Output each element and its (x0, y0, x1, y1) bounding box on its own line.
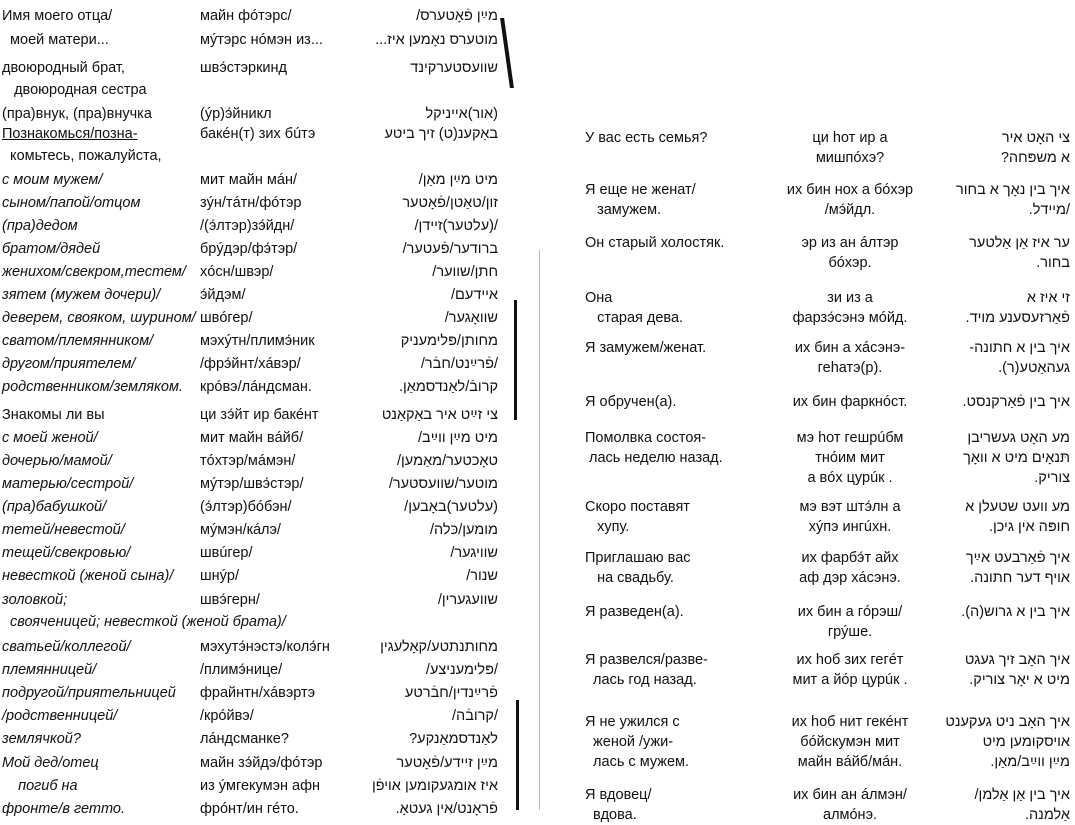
left-row-russian: зятем (мужем дочери)/ (2, 287, 161, 303)
left-row-transliteration: /крóйвэ/ (200, 708, 254, 724)
left-row-yiddish: מוטער/שוועסטער/ (388, 476, 498, 492)
left-row-yiddish: מײַן זיידע/פֿאָטער (396, 755, 498, 771)
left-row-russian: с моим мужем/ (2, 172, 103, 188)
margin-mark-bottom (516, 700, 519, 810)
right-row-transliteration: мэ вэт штэ́лн а хýпэ ингúхн. (799, 499, 901, 535)
left-row-russian: сватьей/коллегой/ (2, 639, 131, 655)
right-row-transliteration: их бин ан áлмэн/ алмóнэ. (793, 787, 907, 823)
left-row-transliteration: (э́лтэр)бóбэн/ (200, 499, 292, 515)
left-row-transliteration: майн зэ́йдэ/фóтэр (200, 755, 323, 771)
left-row-yiddish: לאַנדסמאַנקע? (409, 731, 498, 747)
right-row-yiddish: איך האָב ניט געקענט אויסקומען מיט מײַן ווײַב/מאַן. (945, 714, 1070, 770)
right-row-russian: У вас есть семья? (585, 130, 708, 146)
left-row-yiddish: מחותן/פּלימעניק (400, 333, 498, 349)
right-row-yiddish: זי איז א פֿאַרזעסענע מויד. (965, 290, 1070, 326)
left-row-russian: деверем, свояком, шурином/ (2, 310, 196, 326)
margin-mark-middle (514, 300, 517, 420)
left-row-russian: матерью/сестрой/ (2, 476, 134, 492)
left-row-yiddish: זון/טאַטן/פֿאָטער (402, 195, 498, 211)
left-row-yiddish: מײַן פֿאָטערס/ (416, 8, 498, 24)
left-row-transliteration: швэ́герн/ (200, 592, 260, 608)
left-row-russian: двоюродная сестра (2, 82, 147, 98)
left-row-yiddish: באַקענ(ט) זיך ביטע (384, 126, 498, 142)
right-row-transliteration: их hоб зих гегéт мит а йóр цурúк . (792, 652, 908, 688)
right-row-transliteration: их бин а хáсэнэ- геhатэ(р). (794, 340, 906, 376)
left-row-russian: дочерью/мамой/ (2, 453, 112, 469)
left-row-russian: невесткой (женой сына)/ (2, 568, 174, 584)
left-row-yiddish: שוועגערין/ (437, 592, 498, 608)
left-row-yiddish: איידעם/ (451, 287, 498, 303)
right-row-transliteration: их hоб нит гекéнт бóйскумэн мит майн вáйб/мáн. (791, 714, 909, 770)
left-row-transliteration: швэ́стэркинд (200, 60, 287, 76)
left-row-transliteration: (ýр)э́йникл (200, 106, 272, 122)
right-row-russian: Я развелся/разве- лась год назад. (585, 652, 708, 688)
left-row-russian: свояченицей; невесткой (женой брата)/ (2, 614, 286, 630)
left-row-yiddish: פֿראָנט/אין געטאָ. (395, 801, 498, 817)
left-row-yiddish: /קרובֿה/ (452, 708, 498, 724)
left-row-transliteration: шнýр/ (200, 568, 239, 584)
right-row-transliteration: эр из ан áлтэр бóхэр. (801, 235, 899, 271)
right-row-yiddish: איך בין אַן אַלמן/ אַלמנה. (974, 787, 1070, 823)
left-row-transliteration: /фрэ́йнт/хáвэр/ (200, 356, 301, 372)
left-row-russian: (пра)дедом (2, 218, 78, 234)
right-row-transliteration: мэ hот гешрúбм тнóим мит а вóх цурúк . (796, 430, 904, 486)
left-row-transliteration: тóхтэр/мáмэн/ (200, 453, 296, 469)
left-row-transliteration: /плимэ́нице/ (200, 662, 283, 678)
right-row-yiddish: איך פֿאַרבעט אײַך אויף דער חתונה. (965, 550, 1070, 586)
left-row-russian: родственником/земляком. (2, 379, 183, 395)
left-row-yiddish: /פֿרײַנט/חבֿר/ (420, 356, 498, 372)
right-page (575, 0, 1075, 822)
left-row-yiddish: מיט מײַן מאַן/ (418, 172, 498, 188)
left-row-russian: моей матери... (2, 32, 109, 48)
left-row-yiddish: שוועסטערקינד (410, 60, 498, 76)
left-row-russian: (пра)бабушкой/ (2, 499, 107, 515)
right-row-yiddish: איך בין א חתונה- געהאַטע(ר). (969, 340, 1070, 376)
right-row-russian: Она старая дева. (585, 290, 684, 326)
left-row-russian: Познакомься/позна- (2, 126, 138, 142)
left-row-russian: племянницей/ (2, 662, 97, 678)
left-row-transliteration: брýдэр/фэ́тэр/ (200, 241, 298, 257)
left-row-yiddish: /פּלימעניצע/ (425, 662, 498, 678)
right-row-yiddish: איך בין פֿאַרקנסט. (962, 394, 1070, 410)
left-row-yiddish: שנור/ (466, 568, 498, 584)
right-row-transliteration: их бин нох а бóхэр /мэ́йдл. (786, 182, 914, 218)
left-row-yiddish: שוואָגער/ (444, 310, 498, 326)
left-row-transliteration: ци зэ́йт ир бакéнт (200, 407, 319, 423)
right-row-russian: Я вдовец/ вдова. (585, 787, 652, 823)
left-row-transliteration: из ýмгекумэн афн (200, 778, 321, 794)
left-row-transliteration: мэхýтн/плимэ́ник (200, 333, 315, 349)
left-row-transliteration: лáндсманке? (200, 731, 289, 747)
left-row-russian: сыном/папой/отцом (2, 195, 141, 211)
left-row-transliteration: фрóнт/ин гéто. (200, 801, 299, 817)
right-row-yiddish: איך בין נאָך א בחור /מיידל. (956, 182, 1070, 218)
right-row-transliteration: их фарбэ́т айх аф дэр хáсэнэ. (799, 550, 901, 586)
left-row-yiddish: קרובֿ/לאַנדסמאַן. (398, 379, 498, 395)
right-row-yiddish: ער איז אַן אַלטער בחור. (969, 235, 1070, 271)
left-row-russian: Знакомы ли вы (2, 407, 105, 423)
right-row-russian: Я не ужился с женой /ужи- лась с мужем. (585, 714, 689, 770)
right-row-russian: Я замужем/женат. (585, 340, 707, 356)
left-row-transliteration: бакéн(т) зих бúтэ (200, 126, 316, 142)
left-row-transliteration: мýмэн/кáлэ/ (200, 522, 281, 538)
left-row-yiddish: מחותנתטע/קאָלעגין (380, 639, 498, 655)
left-row-transliteration: хóсн/швэр/ (200, 264, 274, 280)
left-row-transliteration: /(э́лтэр)зэ́йдн/ (200, 218, 295, 234)
left-row-russian: погиб на (2, 778, 78, 794)
left-row-russian: двоюродный брат, (2, 60, 125, 76)
right-row-russian: Он старый холостяк. (585, 235, 725, 251)
left-row-russian: Мой дед/отец (2, 755, 99, 771)
left-row-russian: землячкой? (2, 731, 81, 747)
left-row-yiddish: (עלטער)באָבען/ (404, 499, 498, 515)
left-row-russian: братом/дядей (2, 241, 101, 257)
left-row-russian: фронте/в гетто. (2, 801, 125, 817)
right-row-yiddish: איך האָב זיך געגט מיט א יאָר צוריק. (964, 652, 1070, 688)
left-row-russian: Имя моего отца/ (2, 8, 113, 24)
left-row-yiddish: שוויגער/ (450, 545, 498, 561)
right-row-yiddish: מע האָט געשריבן תּנאָים מיט א וואָך צוריק. (963, 430, 1070, 486)
left-row-russian: другом/приятелем/ (2, 356, 136, 372)
left-page (0, 0, 510, 822)
left-row-russian: /родственницей/ (2, 708, 118, 724)
right-row-yiddish: צי האָט איר א משפּחה? (1000, 130, 1070, 166)
right-row-transliteration: ци hот ир а мишпóхэ? (812, 130, 888, 166)
left-row-russian: тетей/невестой/ (2, 522, 125, 538)
left-row-transliteration: мýтэрс нóмэн из... (200, 32, 323, 48)
right-row-russian: Скоро поставят хупу. (585, 499, 690, 535)
right-row-russian: Помолвка состоя- лась неделю назад. (585, 430, 723, 466)
left-row-yiddish: (אור)אייניקל (425, 106, 498, 122)
left-row-transliteration: мит майн вáйб/ (200, 430, 304, 446)
right-row-russian: Приглашаю вас на свадьбу. (585, 550, 691, 586)
left-row-transliteration: мýтэр/швэ́стэр/ (200, 476, 304, 492)
left-row-russian: подругой/приятельницей (2, 685, 176, 701)
left-row-russian: (пра)внук, (пра)внучка (2, 106, 152, 122)
left-row-transliteration: э́йдэм/ (200, 287, 246, 303)
right-row-russian: Я еще не женат/ замужем. (585, 182, 696, 218)
left-row-yiddish: פֿרײַנדין/חבֿרטע (404, 685, 498, 701)
right-row-transliteration: их бин фаркнóст. (792, 394, 908, 410)
left-row-transliteration: зýн/тáтн/фóтэр (200, 195, 302, 211)
left-row-yiddish: מוטערס נאָמען איז... (375, 32, 498, 48)
left-row-russian: сватом/племянником/ (2, 333, 154, 349)
left-row-yiddish: /(עלטער)זיידן/ (414, 218, 498, 234)
left-row-russian: золовкой; (2, 592, 68, 608)
left-row-russian: комьтесь, пожалуйста, (2, 148, 162, 164)
left-row-transliteration: швúгер/ (200, 545, 253, 561)
left-row-russian: с моей женой/ (2, 430, 98, 446)
left-row-transliteration: крóвэ/лáндсман. (200, 379, 312, 395)
right-row-yiddish: איך בין א גרוש(ה). (961, 604, 1070, 620)
left-row-yiddish: מיט מײַן ווײַב/ (418, 430, 498, 446)
left-row-transliteration: швóгер/ (200, 310, 253, 326)
left-row-transliteration: мит майн мáн/ (200, 172, 297, 188)
left-row-yiddish: איז אומגעקומען אויפֿן (371, 778, 498, 794)
right-row-russian: Я обручен(а). (585, 394, 677, 410)
left-row-yiddish: ברודער/פֿעטער/ (402, 241, 498, 257)
right-row-transliteration: их бин а гóрэш/ грýше. (797, 604, 903, 640)
right-row-russian: Я разведен(а). (585, 604, 684, 620)
left-row-transliteration: фрайнтн/хáвэртэ (200, 685, 316, 701)
left-row-transliteration: майн фóтэрс/ (200, 8, 292, 24)
left-row-yiddish: צי זײַט איר באַקאַנט (381, 407, 498, 423)
left-row-yiddish: מומען/כּלה/ (429, 522, 498, 538)
right-row-yiddish: מע וועט שטעלן א חופּה אין גיכן. (965, 499, 1070, 535)
left-row-yiddish: טאָכטער/מאַמען/ (397, 453, 498, 469)
right-row-transliteration: зи из а фарзэ́сэнэ мóйд. (792, 290, 908, 326)
center-divider (539, 250, 540, 810)
left-row-transliteration: мэхутэ́нэстэ/колэ́гн (200, 639, 330, 655)
left-row-russian: женихом/свекром,тестем/ (2, 264, 186, 280)
left-row-russian: тещей/свекровью/ (2, 545, 131, 561)
left-row-yiddish: חתן/שווער/ (432, 264, 498, 280)
